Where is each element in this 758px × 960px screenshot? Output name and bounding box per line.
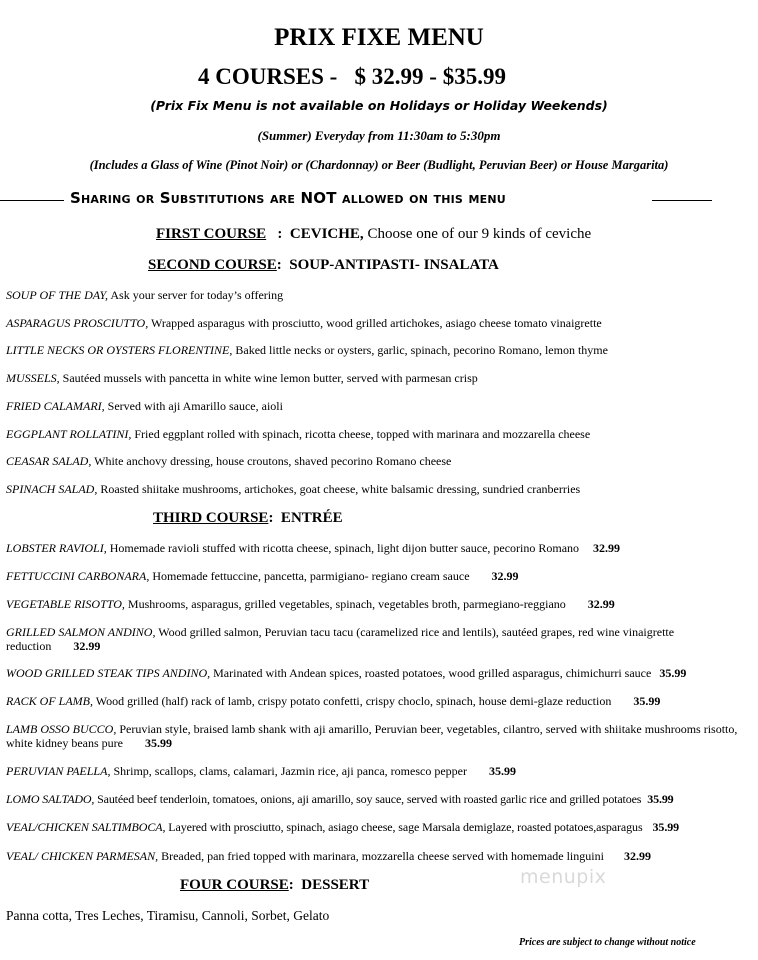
menu-item <box>6 792 674 807</box>
item-desc: Layered with prosciutto, spinach, asiago cheese, sage Marsala demiglaze, roasted potatoes,asparagus <box>165 820 643 834</box>
item-desc: Breaded, pan fried topped with marinara, mozzarella cheese served with homemade linguini <box>158 849 604 863</box>
item-desc: Peruvian style, braised lamb shank with aji amarillo, Peruvian beer, vegetables, cilantro, served with shiitake mushrooms risotto, white kidney beans pure <box>6 722 738 750</box>
first-course-name: CEVICHE, <box>289 226 364 242</box>
fourth-course-heading <box>180 877 369 894</box>
first-course-heading <box>156 226 591 243</box>
item-desc: Served with aji Amarillo sauce, aioli <box>104 399 283 413</box>
item-name: LOMO SALTADO, <box>6 792 95 806</box>
menu-item <box>6 454 451 469</box>
holiday-note: (Prix Fix Menu is not available on Holidays or Holiday Weekends) <box>150 98 608 113</box>
item-desc: Homemade ravioli stuffed with ricotta cheese, spinach, light dijon butter sauce, pecorino Romano <box>106 541 580 555</box>
third-course-label: THIRD COURSE <box>153 510 269 526</box>
left-divider <box>0 200 64 201</box>
item-name: PERUVIAN PAELLA, <box>6 764 111 778</box>
item-desc: Wood grilled salmon, Peruvian tacu tacu (caramelized rice and lentils), sautéed grapes, red wine vinaigrette reduction <box>6 625 675 653</box>
item-price: 32.99 <box>587 597 615 611</box>
item-name: ASPARAGUS PROSCIUTTO, <box>6 316 149 330</box>
item-desc: Wood grilled (half) rack of lamb, crispy potato confetti, crispy choclo, spinach, house demi-glaze reduction <box>93 694 612 708</box>
second-course-label: SECOND COURSE <box>148 257 277 273</box>
sharing-suffix: allowed on this menu <box>336 189 506 207</box>
item-name: VEAL/ CHICKEN PARMESAN, <box>6 849 159 863</box>
menu-item <box>6 625 746 653</box>
item-desc: Baked little necks or oysters, garlic, spinach, pecorino Romano, lemon thyme <box>232 343 608 357</box>
item-desc: Marinated with Andean spices, roasted potatoes, wood grilled asparagus, chimichurri sauce <box>210 666 652 680</box>
menu-item <box>6 849 651 864</box>
item-desc: Fried eggplant rolled with spinach, ricotta cheese, topped with marinara and mozzarella cheese <box>131 427 591 441</box>
sharing-not: NOT <box>300 189 337 207</box>
menu-title: PRIX FIXE MENU <box>274 24 484 51</box>
item-name: VEGETABLE RISOTTO, <box>6 597 125 611</box>
item-price: 35.99 <box>647 792 674 806</box>
second-course-title: : SOUP-ANTIPASTI- INSALATA <box>276 257 499 273</box>
menu-item <box>6 694 660 709</box>
item-price: 32.99 <box>73 639 101 653</box>
fourth-course-title: : DESSERT <box>288 877 370 893</box>
item-name: CEASAR SALAD, <box>6 454 92 468</box>
menu-item <box>6 722 746 750</box>
item-name: SPINACH SALAD, <box>6 482 98 496</box>
first-course-label: FIRST COURSE <box>156 226 267 242</box>
item-desc: Ask your server for today’s offering <box>108 288 284 302</box>
menu-item <box>6 764 516 779</box>
menu-item <box>6 343 608 358</box>
item-price: 35.99 <box>488 764 516 778</box>
menu-item <box>6 316 602 331</box>
fourth-course-label: FOUR COURSE <box>180 877 289 893</box>
item-name: SOUP OF THE DAY, <box>6 288 109 302</box>
item-desc: Homemade fettuccine, pancetta, parmigiano- regiano cream sauce <box>149 569 470 583</box>
menu-item <box>6 482 580 497</box>
dessert-list: Panna cotta, Tres Leches, Tiramisu, Cannoli, Sorbet, Gelato <box>6 908 330 923</box>
item-name: RACK OF LAMB, <box>6 694 93 708</box>
item-desc: Shrimp, scallops, clams, calamari, Jazmin rice, aji panca, romesco pepper <box>110 764 467 778</box>
menu-item <box>6 371 478 386</box>
item-name: MUSSELS, <box>6 371 60 385</box>
item-price: 35.99 <box>144 736 172 750</box>
menu-item <box>6 399 283 414</box>
item-desc: Sautéed beef tenderloin, tomatoes, onions, aji amarillo, soy sauce, served with roasted garlic rice and grilled potatoes <box>94 792 642 806</box>
footnote: Prices are subject to change without notice <box>519 937 696 948</box>
item-name: GRILLED SALMON ANDINO, <box>6 625 156 639</box>
menu-item <box>6 820 679 835</box>
item-name: LITTLE NECKS OR OYSTERS FLORENTINE, <box>6 343 233 357</box>
right-divider <box>652 200 712 201</box>
item-name: FRIED CALAMARI, <box>6 399 105 413</box>
item-name: LOBSTER RAVIOLI, <box>6 541 107 555</box>
item-name: EGGPLANT ROLLATINI, <box>6 427 132 441</box>
item-desc: White anchovy dressing, house croutons, shaved pecorino Romano cheese <box>91 454 452 468</box>
item-price: 35.99 <box>659 666 687 680</box>
first-course-sep: : <box>266 226 290 242</box>
item-desc: Roasted shiitake mushrooms, artichokes, goat cheese, white balsamic dressing, sundried cranberries <box>97 482 581 496</box>
item-name: LAMB OSSO BUCCO, <box>6 722 117 736</box>
menu-item <box>6 666 686 681</box>
menu-item <box>6 541 620 556</box>
watermark: menupix <box>520 866 607 888</box>
item-desc: Mushrooms, asparagus, grilled vegetables, spinach, vegetables broth, parmegiano-reggiano <box>124 597 566 611</box>
item-price: 35.99 <box>652 820 680 834</box>
item-desc: Wrapped asparagus with prosciutto, wood grilled artichokes, asiago cheese tomato vinaigrette <box>148 316 602 330</box>
third-course-heading <box>153 510 343 527</box>
hours-note: (Summer) Everyday from 11:30am to 5:30pm <box>257 128 501 143</box>
second-course-heading <box>148 257 499 274</box>
first-course-desc: Choose one of our 9 kinds of ceviche <box>363 226 592 242</box>
sharing-policy <box>70 189 506 207</box>
item-price: 32.99 <box>593 541 621 555</box>
menu-item <box>6 288 283 303</box>
includes-note: (Includes a Glass of Wine (Pinot Noir) or (Chardonnay) or Beer (Budlight, Peruvian Beer) or House Margarita) <box>89 158 669 172</box>
item-desc: Sautéed mussels with pancetta in white wine lemon butter, served with parmesan crisp <box>59 371 478 385</box>
item-price: 32.99 <box>491 569 519 583</box>
courses-price: 4 COURSES - $ 32.99 - $35.99 <box>198 64 506 89</box>
menu-item <box>6 597 615 612</box>
menu-item <box>6 427 590 442</box>
third-course-title: : ENTRÉE <box>268 510 343 526</box>
item-name: VEAL/CHICKEN SALTIMBOCA, <box>6 820 166 834</box>
item-price: 35.99 <box>633 694 661 708</box>
menu-item <box>6 569 519 584</box>
item-name: WOOD GRILLED STEAK TIPS ANDINO, <box>6 666 211 680</box>
sharing-prefix: Sharing or Substitutions are <box>70 189 301 207</box>
item-name: FETTUCCINI CARBONARA, <box>6 569 150 583</box>
item-price: 32.99 <box>623 849 651 863</box>
